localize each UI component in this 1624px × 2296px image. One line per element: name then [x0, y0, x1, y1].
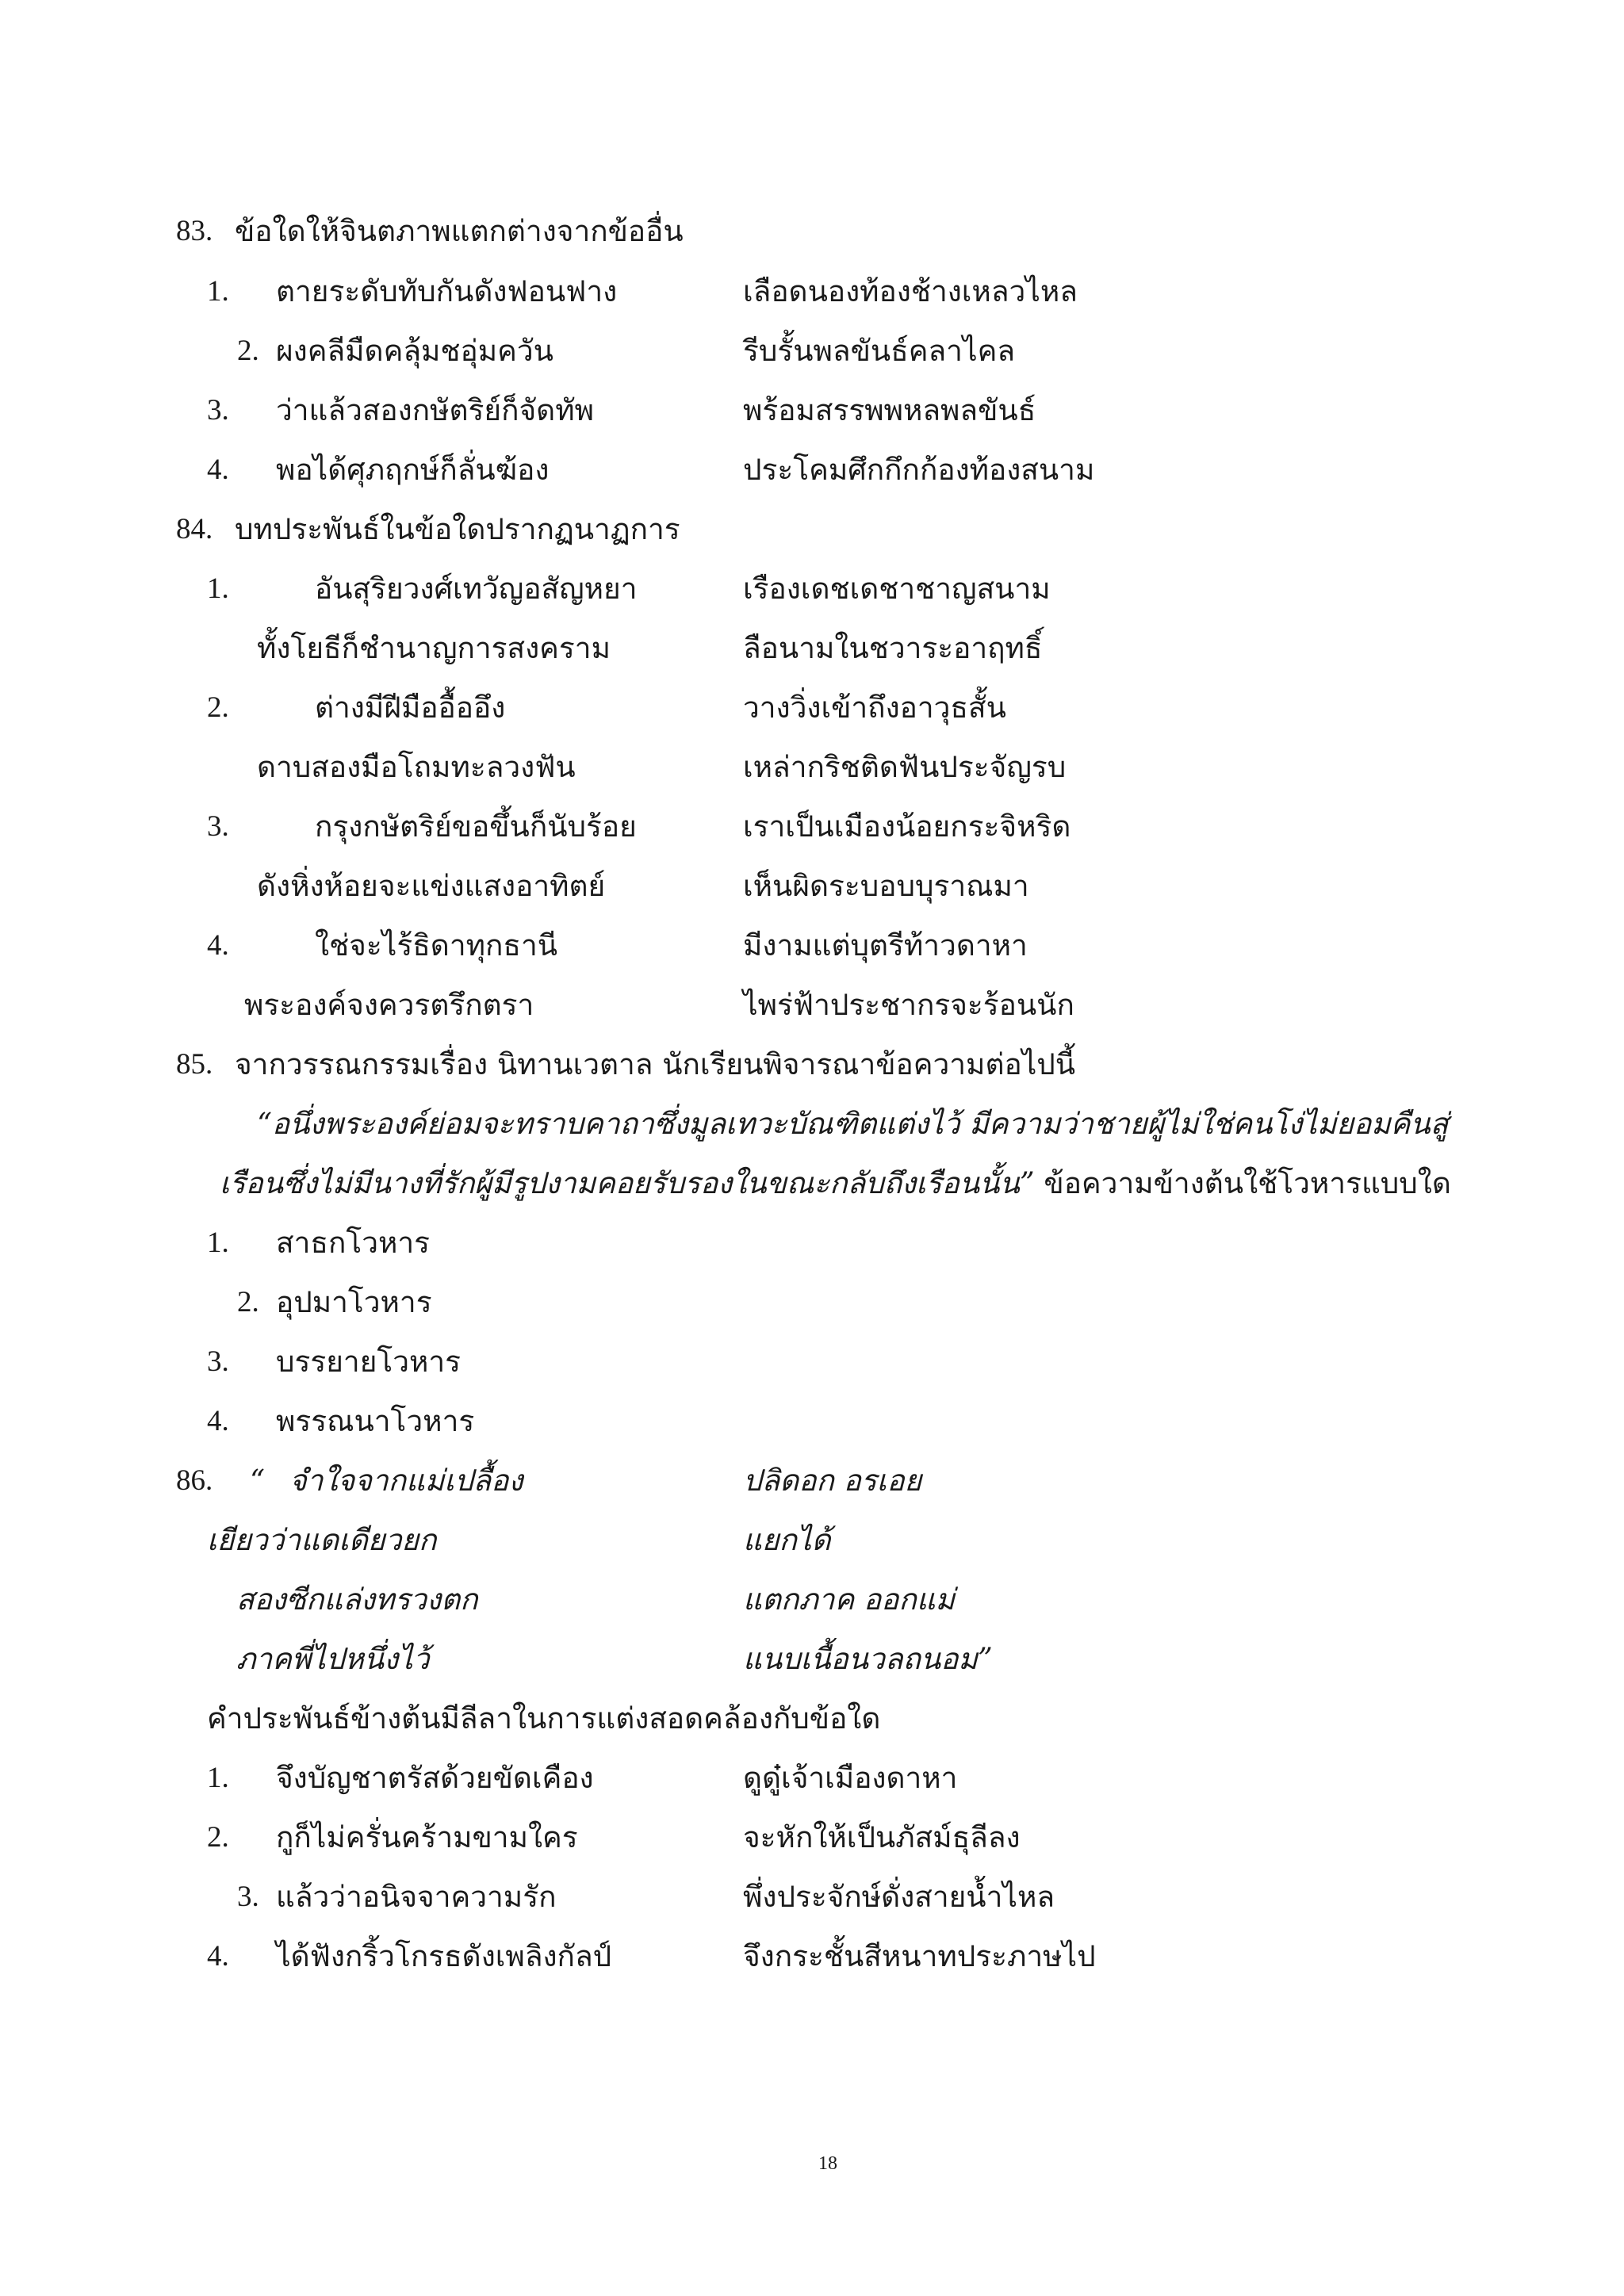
q85-opt3-text: บรรยายโวหาร	[276, 1345, 462, 1379]
q83-opt3-line-a: ว่าแล้วสองกษัตริย์ก็จัดทัพ	[276, 393, 594, 427]
q86-poem-line4-b: แนบเนื้อนวลถนอม”	[743, 1642, 993, 1676]
q84-opt2-line-b1: วางวิ่งเข้าถึงอาวุธสั้น	[743, 691, 1006, 725]
q84-opt3-line-a1: กรุงกษัตริย์ขอขึ้นก็นับร้อย	[315, 809, 637, 844]
q84-opt2-line-a1: ต่างมีฝีมืออื้ออึง	[315, 691, 506, 725]
q86-opt3-line-b: พึ่งประจักษ์ดั่งสายน้ำไหล	[743, 1880, 1055, 1914]
q86-poem-line1-a: จำใจจากแม่เปลื้อง	[289, 1464, 523, 1498]
q85-quote-line1: “อนึ่งพระองค์ย่อมจะทราบคาถาซึ่งมูลเทวะบัณฑิตแต่งไว้ มีความว่าชายผู้ไม่ใช่คนโง่ไม่ยอมคืนสู่	[257, 1107, 1449, 1141]
q86-opt2-number: 2.	[207, 1821, 229, 1854]
q86-opt3-line-a: แล้วว่าอนิจจาความรัก	[276, 1880, 557, 1914]
q85-question-tail: ข้อความข้างต้นใช้โวหารแบบใด	[1034, 1166, 1451, 1200]
q85-opt1-text: สาธกโวหาร	[276, 1226, 431, 1260]
q83-opt3-number: 3.	[207, 394, 229, 427]
q83-number: 83.	[176, 215, 213, 247]
q84-opt1-line-a2: ทั้งโยธีก็ชำนาญการสงคราม	[257, 631, 611, 665]
q83-opt2-number: 2.	[237, 335, 259, 367]
q85-opt4-text: พรรณนาโวหาร	[276, 1404, 475, 1438]
q83-opt3-line-b: พร้อมสรรพพหลพลขันธ์	[743, 393, 1036, 427]
q84-opt1-line-b1: เรืองเดชเดชาชาญสนาม	[743, 572, 1051, 606]
q84-opt1-line-a1: อันสุริยวงศ์เทวัญอสัญหยา	[315, 572, 638, 606]
q85-number: 85.	[176, 1048, 213, 1081]
q84-opt2-number: 2.	[207, 691, 229, 724]
q83-opt1-number: 1.	[207, 275, 229, 308]
q84-opt2-line-b2: เหล่ากริชติดฟันประจัญรบ	[743, 750, 1067, 784]
q86-poem-line2-b: แยกได้	[743, 1523, 831, 1557]
q86-poem-line3-b: แตกภาค ออกแม่	[743, 1582, 956, 1617]
q85-quote-line2: เรือนซึ่งไม่มีนางที่รักผู้มีรูปงามคอยรับรองในขณะกลับถึงเรือนนั้น”	[220, 1166, 1035, 1200]
q85-opt3-number: 3.	[207, 1345, 229, 1378]
q86-number: 86.	[176, 1464, 213, 1497]
q86-open-quote: “	[250, 1464, 265, 1498]
q85-prompt: จากวรรณกรรมเรื่อง นิทานเวตาล นักเรียนพิจารณาข้อความต่อไปนี้	[235, 1047, 1076, 1081]
q86-opt4-line-b: จึงกระชั้นสีหนาทประภาษไป	[743, 1939, 1096, 1973]
q84-opt2-line-a2: ดาบสองมือโถมทะลวงฟัน	[257, 750, 576, 784]
q83-opt4-line-b: ประโคมศึกกึกก้องท้องสนาม	[743, 453, 1095, 487]
q86-poem-line3-a: สองซีกแล่งทรวงตก	[236, 1582, 478, 1617]
q84-opt3-number: 3.	[207, 810, 229, 843]
q86-opt2-line-a: กูก็ไม่ครั่นคร้ามขามใคร	[276, 1820, 578, 1854]
q84-opt4-line-b1: มีงามแต่บุตรีท้าวดาหา	[743, 928, 1028, 962]
q83-opt1-line-a: ตายระดับทับกันดังฟอนฟาง	[276, 274, 618, 308]
q85-opt4-number: 4.	[207, 1405, 229, 1437]
q83-opt2-line-a: ผงคลีมืดคลุ้มชอุ่มควัน	[276, 334, 553, 368]
q84-opt3-line-b2: เห็นผิดระบอบบุราณมา	[743, 869, 1029, 903]
q86-poem-line4-a: ภาคพี่ไปหนึ่งไว้	[236, 1642, 430, 1676]
q83-opt2-line-b: รีบรั้นพลขันธ์คลาไคล	[743, 334, 1015, 368]
q86-opt1-line-b: ดูดู๋เจ้าเมืองดาหา	[743, 1761, 958, 1795]
q86-poem-line1-b: ปลิดอก อรเอย	[743, 1464, 922, 1498]
q84-opt4-number: 4.	[207, 929, 229, 962]
q84-number: 84.	[176, 513, 213, 545]
q84-prompt: บทประพันธ์ในข้อใดปรากฏนาฏการ	[235, 512, 680, 546]
q83-opt4-line-a: พอได้ศุภฤกษ์ก็ลั่นฆ้อง	[276, 453, 550, 487]
q84-opt3-line-b1: เราเป็นเมืองน้อยกระจิหริด	[743, 809, 1071, 844]
q84-opt1-line-b2: ลือนามในชวาระอาฤทธิ์	[743, 631, 1043, 665]
q86-opt4-line-a: ได้ฟังกริ้วโกรธดังเพลิงกัลป์	[276, 1939, 612, 1973]
q83-opt1-line-b: เลือดนองท้องช้างเหลวไหล	[743, 274, 1078, 308]
q85-opt2-number: 2.	[237, 1286, 259, 1318]
q84-opt3-line-a2: ดังหิ่งห้อยจะแข่งแสงอาทิตย์	[257, 869, 606, 903]
q84-opt4-line-a2: พระองค์จงควรตรึกตรา	[244, 988, 534, 1022]
q85-opt1-number: 1.	[207, 1226, 229, 1259]
page-number: 18	[818, 2153, 837, 2174]
q86-opt3-number: 3.	[237, 1881, 259, 1913]
q83-prompt: ข้อใดให้จินตภาพแตกต่างจากข้ออื่น	[235, 214, 684, 248]
q86-opt1-line-a: จึงบัญชาตรัสด้วยขัดเคือง	[276, 1761, 594, 1795]
q86-opt2-line-b: จะหักให้เป็นภัสม์ธุลีลง	[743, 1820, 1021, 1854]
q83-opt4-number: 4.	[207, 453, 229, 486]
q86-prompt: คำประพันธ์ข้างต้นมีลีลาในการแต่งสอดคล้องกับข้อใด	[207, 1701, 881, 1735]
q84-opt4-line-a1: ใช่จะไร้ธิดาทุกธานี	[315, 928, 558, 962]
q84-opt1-number: 1.	[207, 572, 229, 605]
q85-quote-line2-wrapper	[220, 1164, 1451, 1203]
q86-poem-line2-a: เยียวว่าแดเดียวยก	[207, 1523, 437, 1557]
q84-opt4-line-b2: ไพร่ฟ้าประชากรจะร้อนนัก	[743, 988, 1074, 1022]
q86-opt1-number: 1.	[207, 1762, 229, 1794]
q86-opt4-number: 4.	[207, 1940, 229, 1973]
q85-opt2-text: อุปมาโวหาร	[276, 1285, 432, 1319]
